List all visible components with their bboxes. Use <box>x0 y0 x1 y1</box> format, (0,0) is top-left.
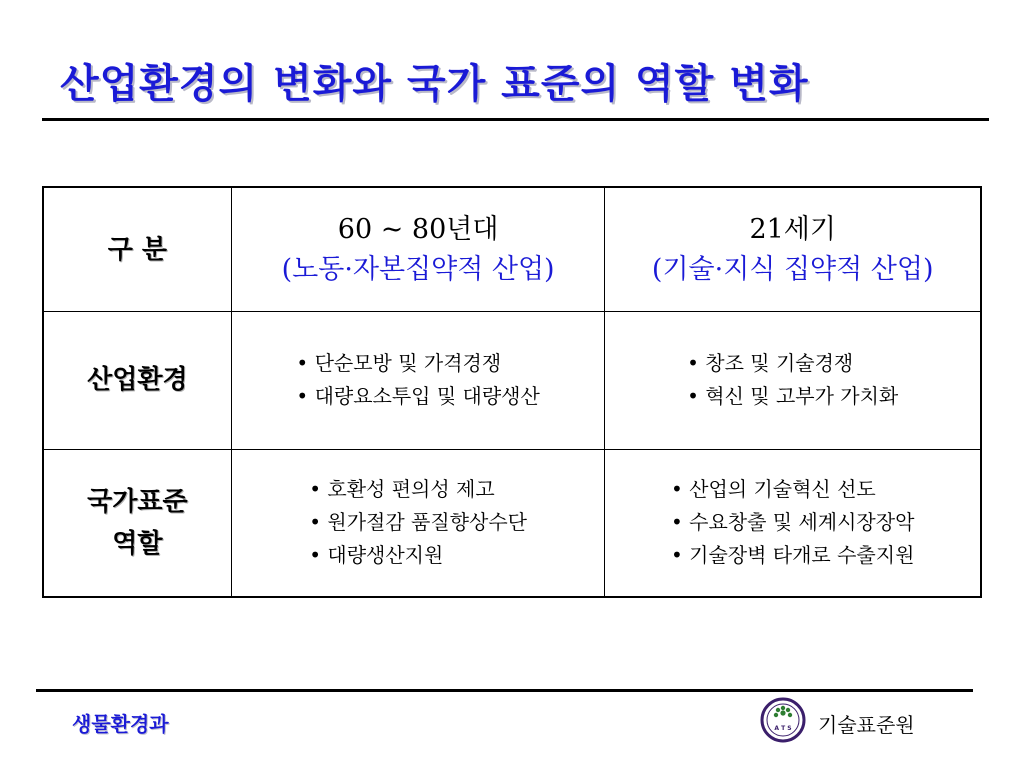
era-header-1960-80 <box>231 187 605 312</box>
list-item: • 혁신 및 고부가 가치화 <box>687 380 898 413</box>
table-cell <box>231 312 605 450</box>
title-divider <box>42 118 989 121</box>
comparison-table <box>42 186 982 598</box>
bullet-list <box>687 347 898 413</box>
bullet-list <box>671 473 914 572</box>
era-description: (노동·자본집약적 산업) <box>281 253 555 285</box>
row-label-line: 국가표준 <box>87 486 188 517</box>
list-item: • 기술장벽 타개로 수출지원 <box>671 539 914 572</box>
table-cell <box>605 312 981 450</box>
logo-text: A T S <box>774 725 792 732</box>
bullet-list <box>309 473 527 572</box>
footer-divider <box>36 689 973 692</box>
row-label-national-standard-role <box>43 449 231 597</box>
table-cell <box>605 449 981 597</box>
era-description: (기술·지식 집약적 산업) <box>651 253 934 285</box>
list-item: • 원가절감 품질향상수단 <box>309 506 527 539</box>
department-label: 생물환경과 <box>72 712 169 736</box>
list-item: • 수요창출 및 세계시장장악 <box>671 506 914 539</box>
list-item: • 대량생산지원 <box>309 539 527 572</box>
table-cell <box>231 449 605 597</box>
row-label-industry-environment <box>43 312 231 450</box>
table-header-row <box>43 187 981 312</box>
slide-title: 산업환경의 변화와 국가 표준의 역할 변화 <box>60 60 809 107</box>
list-item: • 단순모방 및 가격경쟁 <box>296 347 539 380</box>
list-item: • 호환성 편의성 제고 <box>309 473 527 506</box>
era-period: 21세기 <box>749 213 836 245</box>
list-item: • 창조 및 기술경쟁 <box>687 347 898 380</box>
table-row <box>43 449 981 597</box>
era-period: 60 ~ 80년대 <box>337 213 499 245</box>
list-item: • 대량요소투입 및 대량생산 <box>296 380 539 413</box>
category-header: 구 분 <box>43 187 231 312</box>
organization-label: 기술표준원 <box>818 713 915 737</box>
table-row <box>43 312 981 450</box>
bullet-list <box>296 347 539 413</box>
ats-emblem-icon <box>760 697 806 743</box>
list-item: • 산업의 기술혁신 선도 <box>671 473 914 506</box>
row-label-line: 역할 <box>112 528 163 559</box>
row-label-line: 산업환경 <box>87 365 188 396</box>
era-header-21c <box>605 187 981 312</box>
